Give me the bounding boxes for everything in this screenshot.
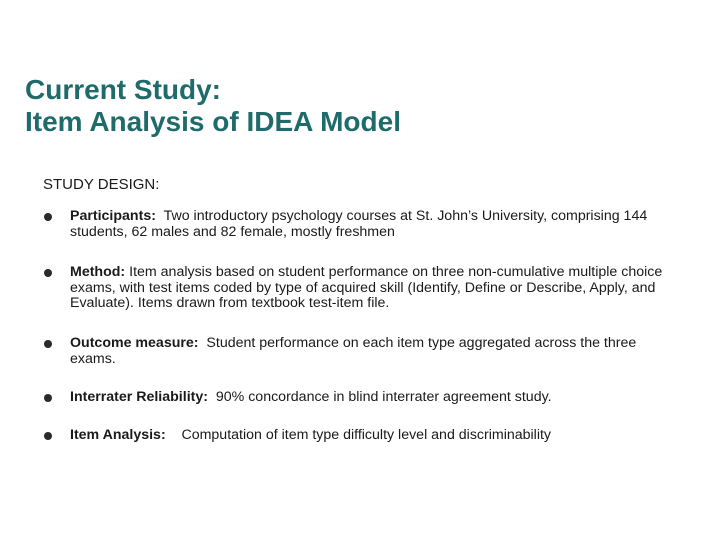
bullet-dot-icon xyxy=(44,213,52,221)
bullet-dot-icon xyxy=(44,340,52,348)
bullet-label: Method: xyxy=(70,264,126,280)
bullet-text: 90% concordance in blind interrater agreement study. xyxy=(215,389,552,405)
bullet-label: Item Analysis: xyxy=(70,427,166,443)
bullet-text: Computation of item type difficulty level and discriminability xyxy=(181,427,552,443)
bullet-label: Participants: xyxy=(70,208,156,224)
bullet-dot-icon xyxy=(44,394,52,402)
slide-title-line-1: Current Study: xyxy=(25,74,221,105)
bullet-item-method xyxy=(43,265,683,312)
bullet-label: Outcome measure: xyxy=(70,335,199,351)
slide-title-line-2: Item Analysis of IDEA Model xyxy=(25,106,401,137)
section-heading: STUDY DESIGN: xyxy=(43,176,160,193)
bullet-text: Item analysis based on student performance on three non-cumulative multiple choice exams, with test items coded by type of acquired skill (Identify, Define or Describe, Apply, and Evaluate). Items drawn from textbook test-item file. xyxy=(70,264,663,311)
slide-title xyxy=(25,74,685,138)
bullet-text: Student performance on each item type aggregated across the three exams. xyxy=(70,335,637,367)
bullet-item-outcome-measure xyxy=(43,336,683,367)
bullet-item-item-analysis xyxy=(43,428,551,444)
bullet-text: Two introductory psychology courses at St. John’s University, comprising 144 students, 62 males and 82 female, mostly freshmen xyxy=(70,208,648,240)
bullet-dot-icon xyxy=(44,269,52,277)
bullet-label: Interrater Reliability: xyxy=(70,389,208,405)
bullet-dot-icon xyxy=(44,432,52,440)
bullet-item-interrater-reliability xyxy=(43,390,552,406)
bullet-item-participants xyxy=(43,209,683,240)
